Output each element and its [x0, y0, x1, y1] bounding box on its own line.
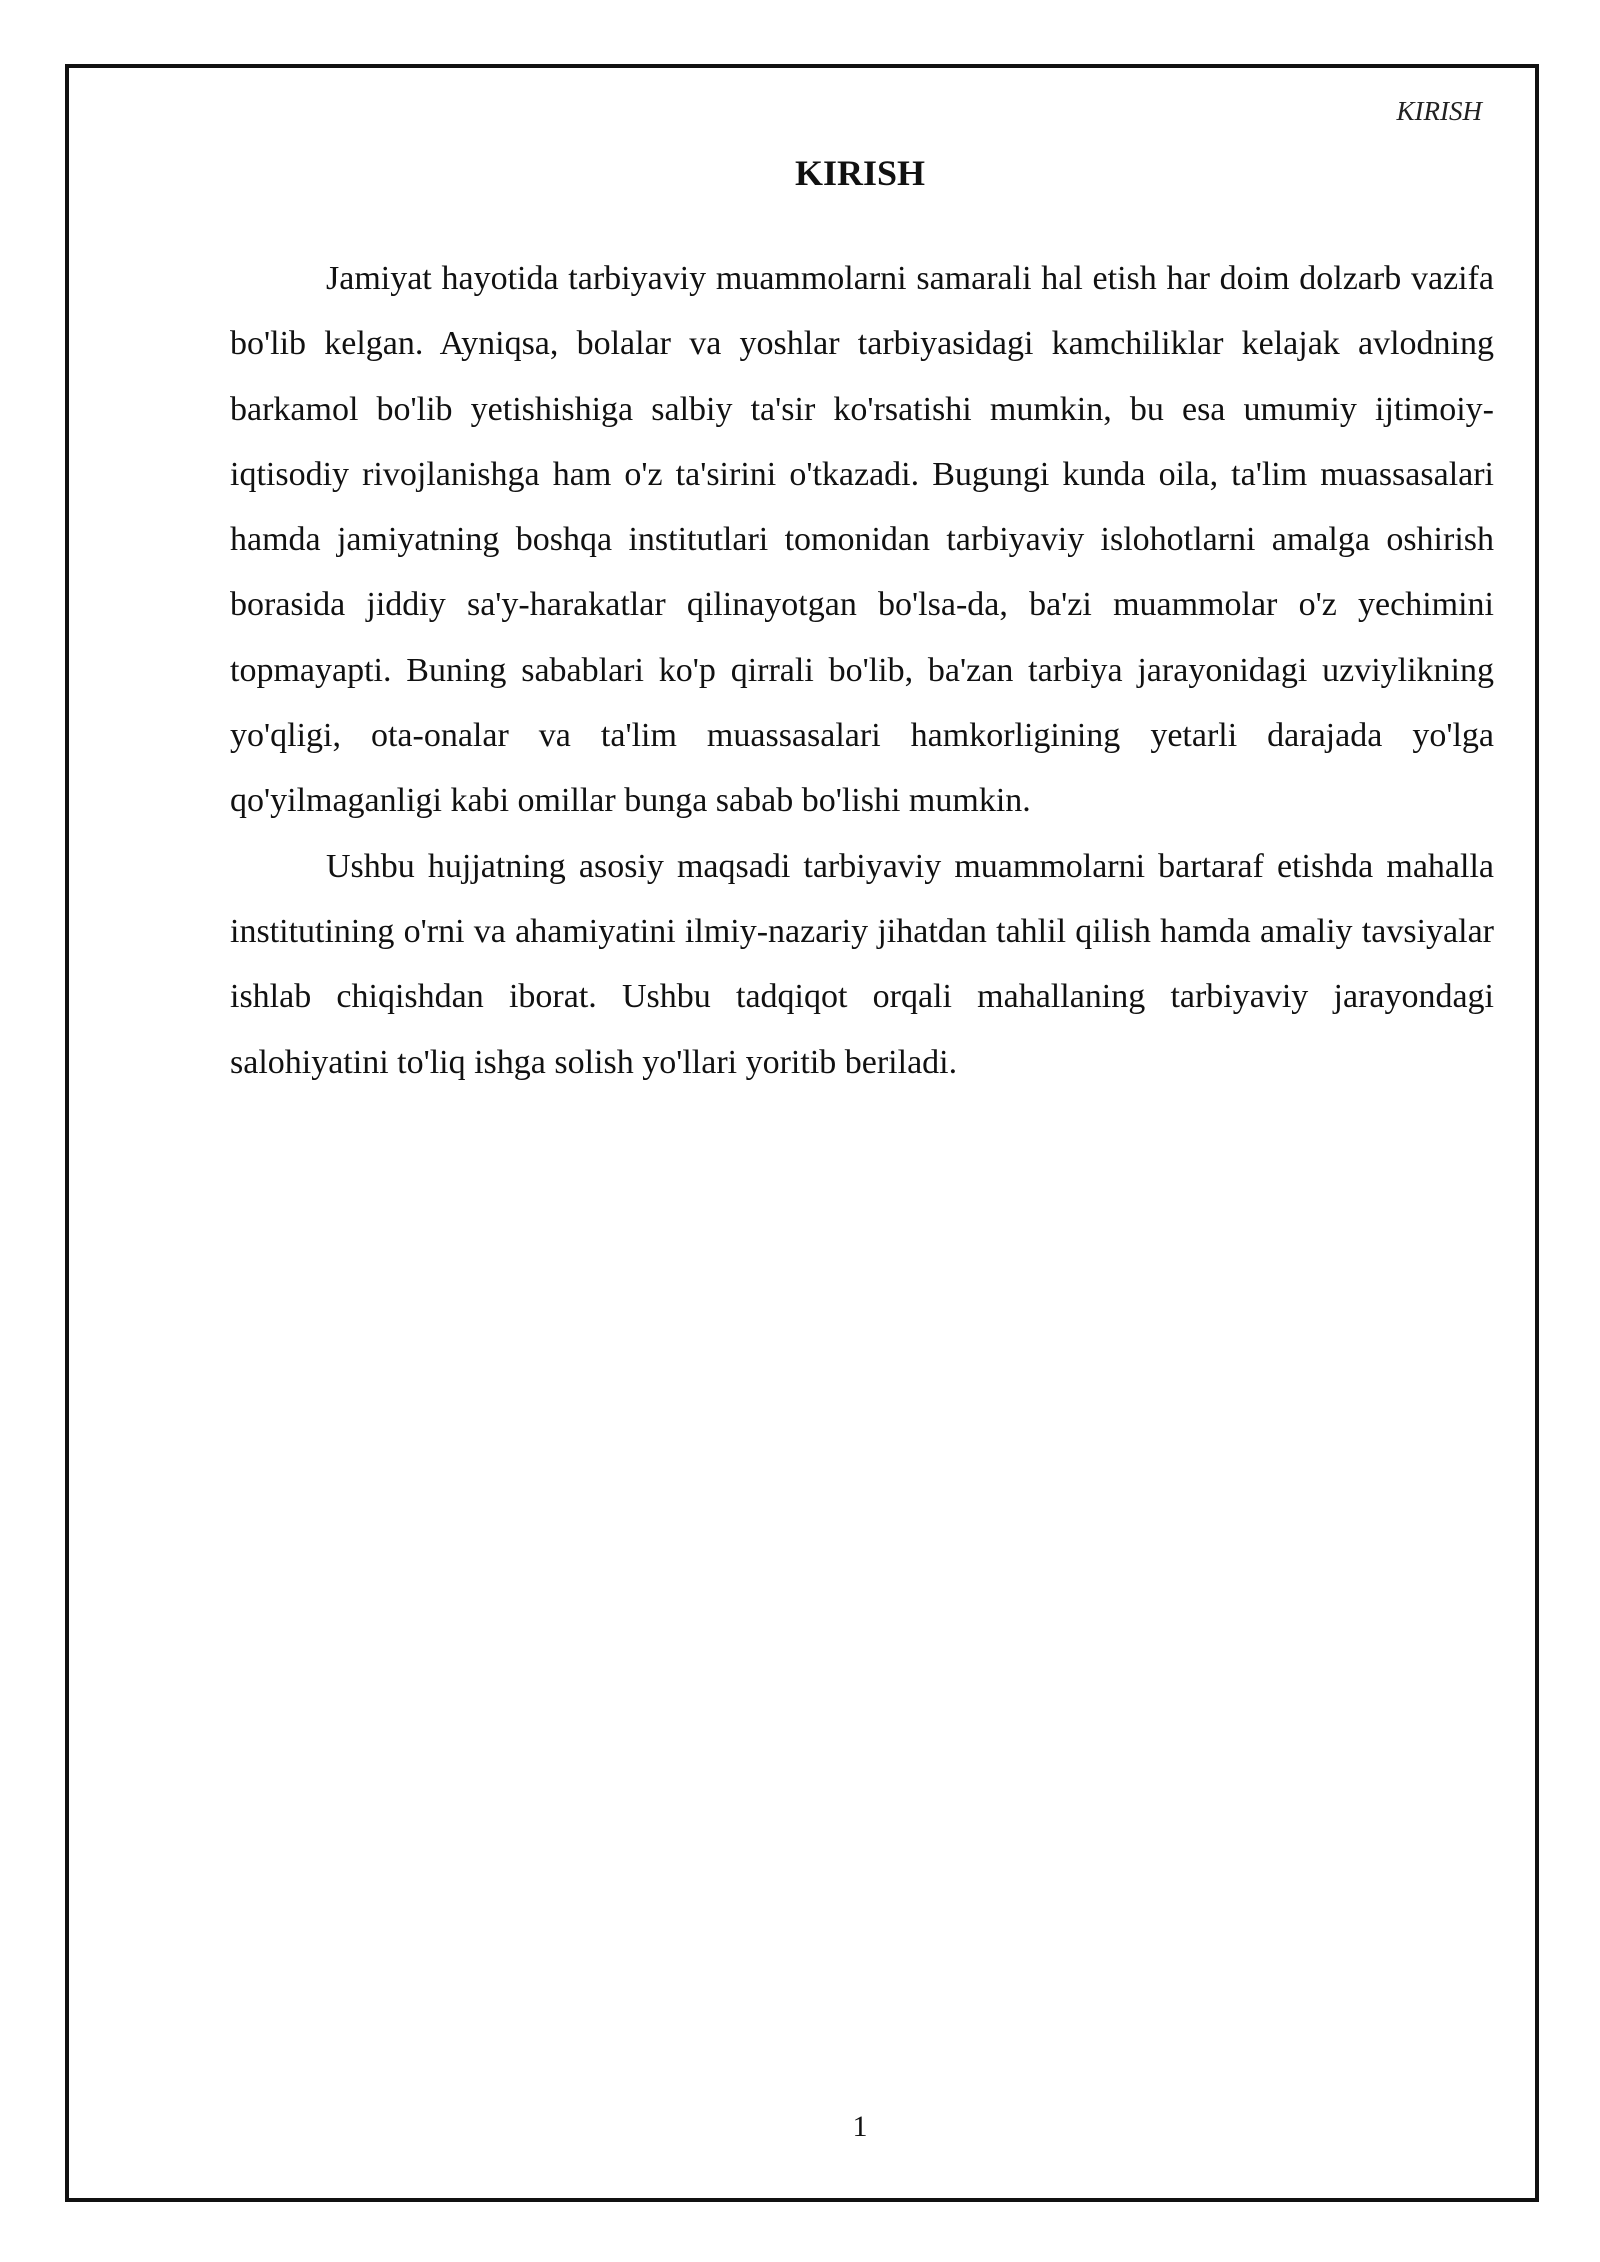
page-title: KIRISH [794, 153, 926, 193]
paragraph-2: Ushbu hujjatning asosiy maqsadi tarbiyaviy muammolarni bartaraf etishda mahalla institutining o'rni va ahamiyatini ilmiy-nazariy jihatdan tahlil qilish hamda amaliy tavsiyalar ishlab chiqishdan iborat. Ushbu tadqiqot orqali mahallaning tarbiyaviy jarayondagi salohiyatini to'liq ishga solish yo'llari yoritib beriladi. [230, 847, 1494, 1081]
running-header: KIRISH [1396, 96, 1482, 126]
paragraph-1: Jamiyat hayotida tarbiyaviy muammolarni samarali hal etish har doim dolzarb vazifa bo'lib kelgan. Ayniqsa, bolalar va yoshlar tarbiyasidagi kamchiliklar kelajak avlodning barkamol bo'lib yetishishiga salbiy ta'sir ko'rsatishi mumkin, bu esa umumiy ijtimoiy-iqtisodiy rivojlanishga ham o'z ta'sirini o'tkazadi. Bugungi kunda oila, ta'lim muassasalari hamda jamiyatning boshqa institutlari tomonidan tarbiyaviy islohotlarni amalga oshirish borasida jiddiy sa'y-harakatlar qilinayotgan bo'lsa-da, ba'zi muammolar o'z yechimini topmayapti. Buning sabablari ko'p qirrali bo'lib, ba'zan tarbiya jarayonidagi uzviylikning yo'qligi, ota-onalar va ta'lim muassasalari hamkorligining yetarli darajada yo'lga qo'yilmaganligi kabi omillar bunga sabab bo'lishi mumkin. [230, 260, 1494, 820]
body-text [230, 246, 1494, 1095]
page-number: 1 [852, 2110, 868, 2143]
